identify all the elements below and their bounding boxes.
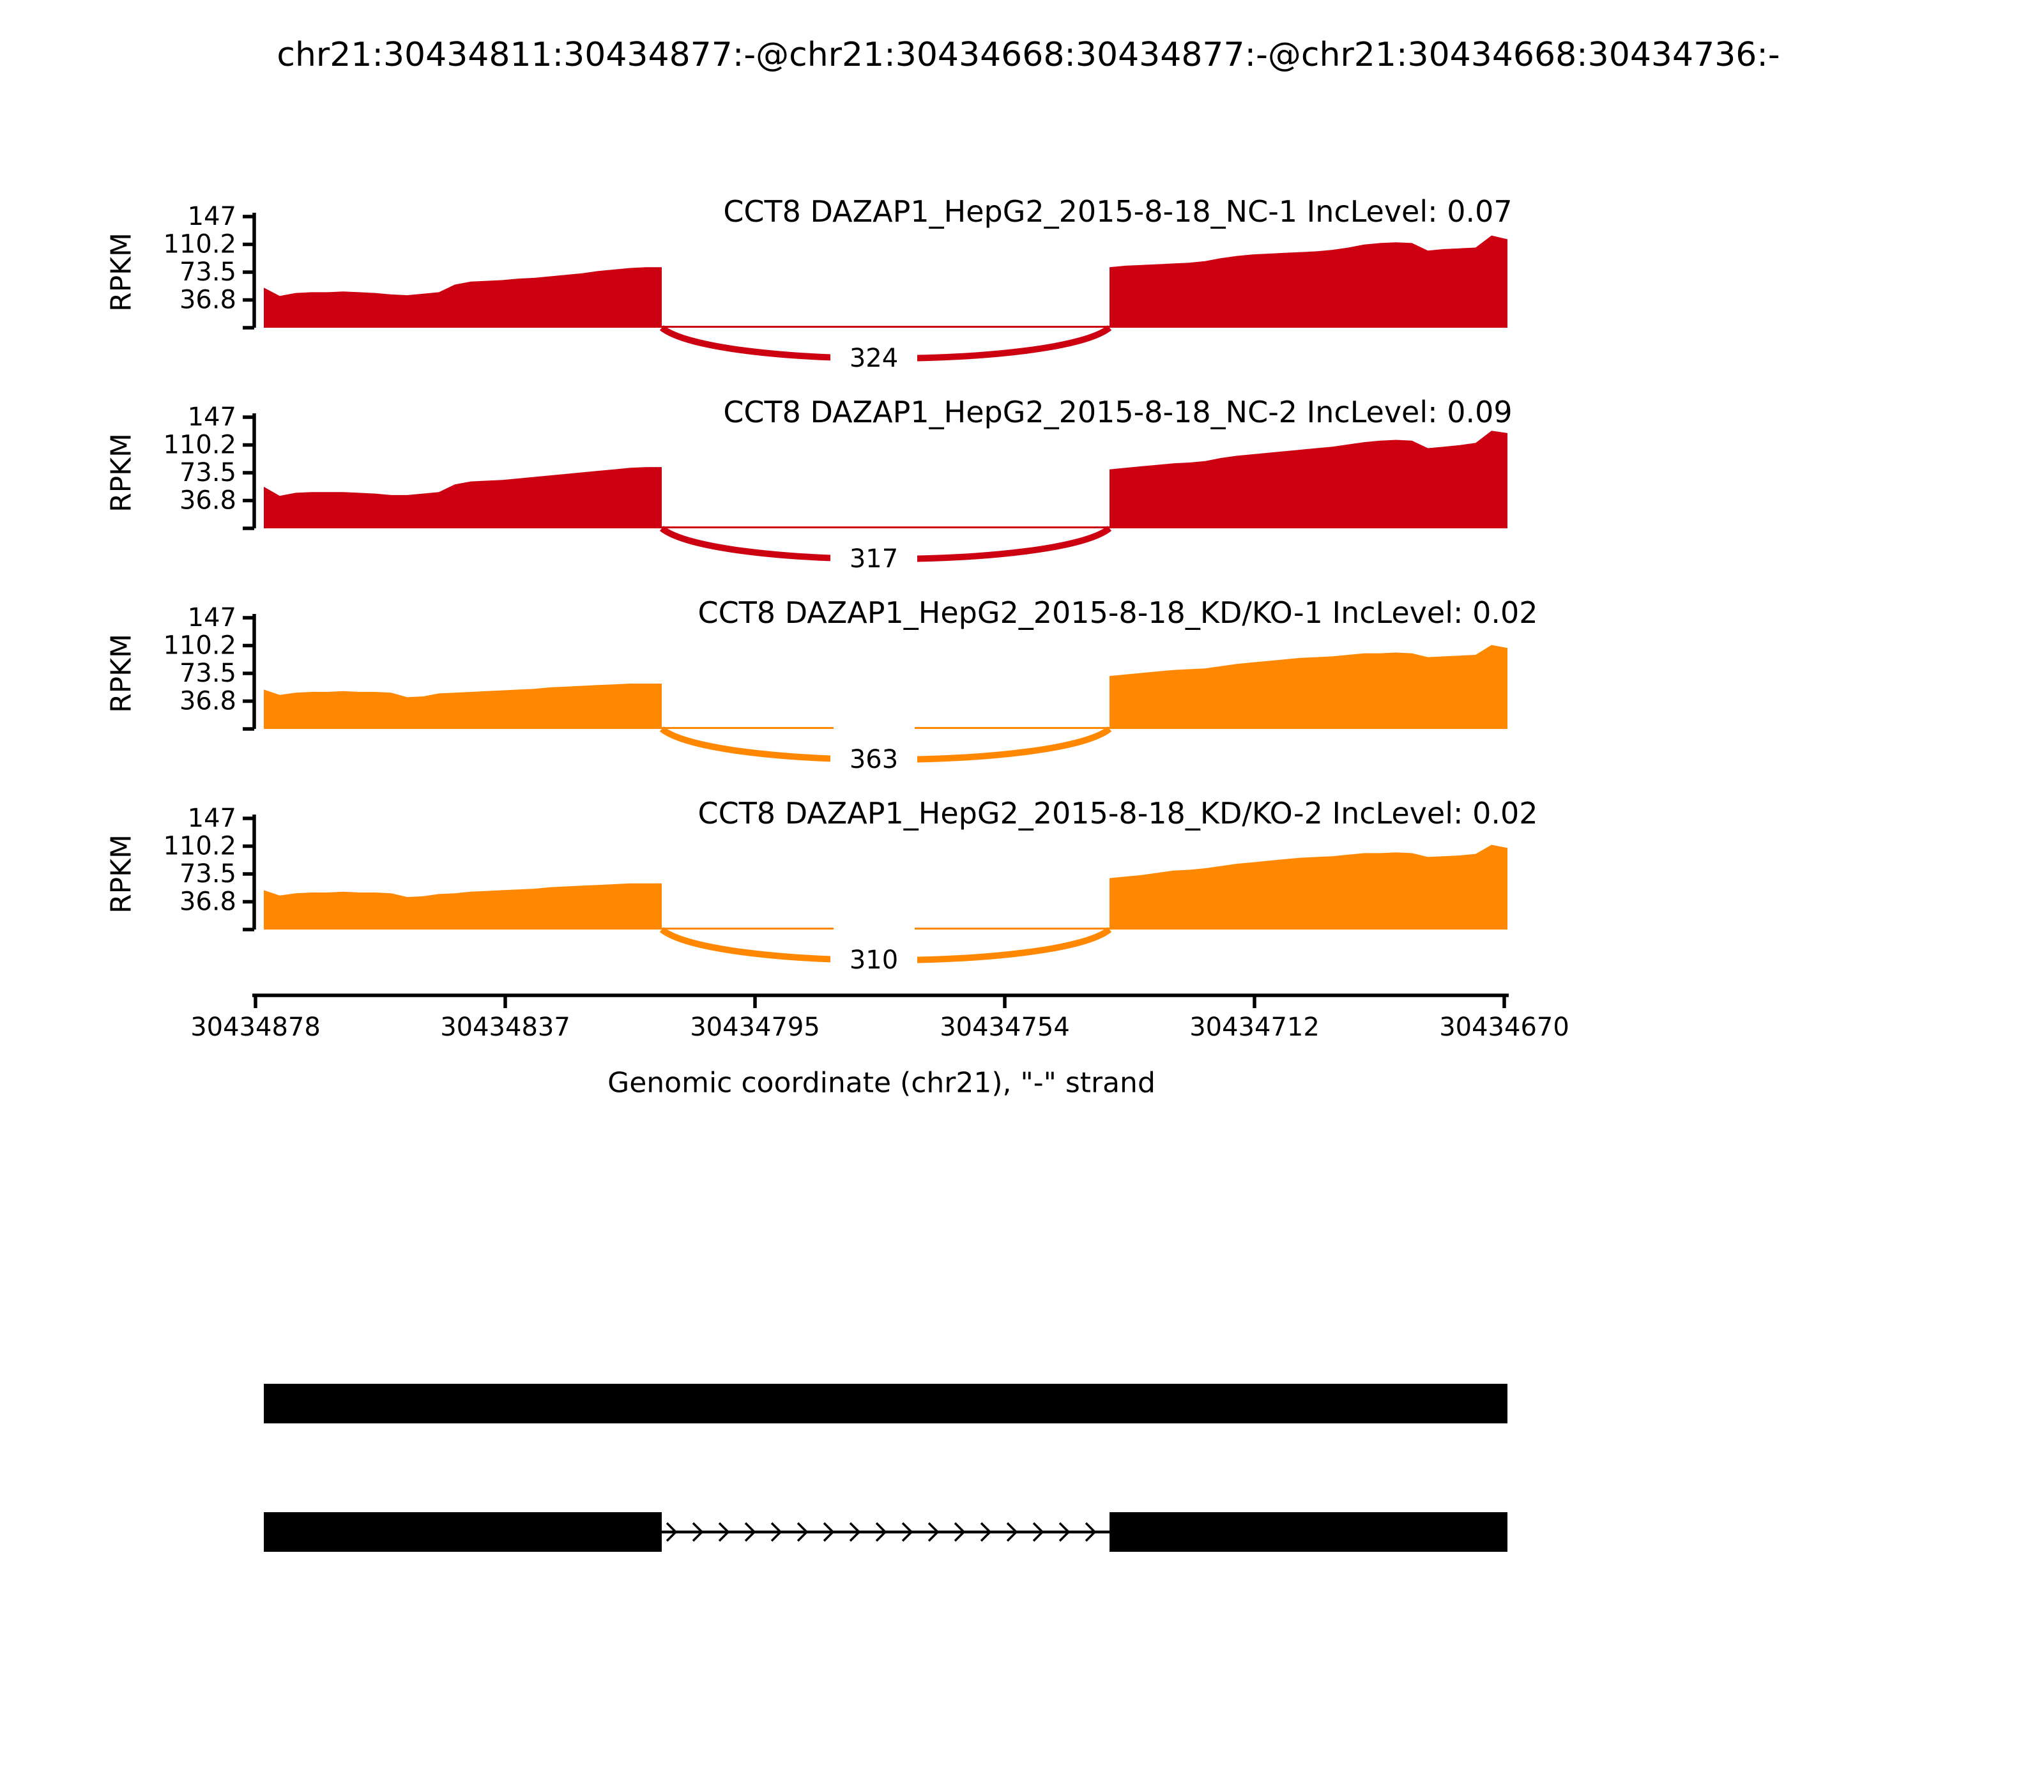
y-axis-spine	[243, 614, 254, 729]
sashimi-track-kdko-2	[105, 796, 1538, 975]
gene-model-skipping-exon-right	[1110, 1512, 1507, 1552]
gene-model-inclusion-exon	[264, 1384, 1507, 1423]
track-title: CCT8 DAZAP1_HepG2_2015-8-18_NC-1 IncLevel: 0.07	[723, 194, 1513, 229]
y-axis-spine	[243, 213, 254, 328]
x-axis-tick-label: 30434878	[190, 1013, 321, 1042]
sashimi-track-nc-2	[105, 395, 1513, 574]
y-axis-title: RPKM	[105, 634, 138, 713]
gene-model	[264, 1384, 1507, 1552]
coverage-area	[264, 845, 1507, 930]
track-title: CCT8 DAZAP1_HepG2_2015-8-18_NC-2 IncLevel: 0.09	[723, 395, 1513, 429]
y-axis-tick-label: 36.8	[179, 486, 236, 516]
x-axis-tick-label: 30434795	[690, 1013, 820, 1042]
y-axis-title: RPKM	[105, 834, 138, 914]
y-axis-tick-label: 110.2	[163, 430, 236, 460]
y-axis-title: RPKM	[105, 233, 138, 312]
y-axis-spine	[243, 413, 254, 528]
y-axis-tick-label: 110.2	[163, 631, 236, 661]
sashimi-track-kdko-1	[105, 595, 1538, 774]
y-axis-tick-label: 147	[187, 603, 236, 632]
x-axis-tick-label: 30434670	[1439, 1013, 1569, 1042]
x-axis-tick-label: 30434712	[1189, 1013, 1320, 1042]
y-axis-tick-label: 36.8	[179, 686, 236, 716]
x-axis-spine	[252, 995, 1509, 1008]
junction-count: 324	[849, 344, 899, 373]
coverage-area	[264, 431, 1507, 528]
y-axis-spine	[243, 815, 254, 930]
y-axis-title: RPKM	[105, 433, 138, 512]
coverage-area	[264, 236, 1507, 328]
x-axis-title: Genomic coordinate (chr21), "-" strand	[607, 1066, 1155, 1099]
junction-count: 310	[849, 946, 899, 975]
y-axis-tick-label: 73.5	[179, 257, 236, 287]
junction-count: 363	[849, 745, 899, 774]
gene-model-skipping-exon-left	[264, 1512, 662, 1552]
sashimi-track-nc-1	[105, 194, 1513, 373]
y-axis-tick-label: 73.5	[179, 458, 236, 487]
y-axis-tick-label: 147	[187, 804, 236, 833]
y-axis-tick-label: 36.8	[179, 887, 236, 917]
x-axis	[190, 995, 1569, 1099]
x-axis-tick-label: 30434837	[440, 1013, 570, 1042]
x-axis-tick-label: 30434754	[940, 1013, 1070, 1042]
junction-count: 317	[849, 544, 899, 574]
y-axis-tick-label: 147	[187, 402, 236, 432]
y-axis-tick-label: 73.5	[179, 859, 236, 889]
track-title: CCT8 DAZAP1_HepG2_2015-8-18_KD/KO-1 IncLevel: 0.02	[698, 595, 1538, 630]
y-axis-tick-label: 73.5	[179, 659, 236, 688]
y-axis-tick-label: 110.2	[163, 229, 236, 259]
plot-title: chr21:30434811:30434877:-@chr21:30434668:30434877:-@chr21:30434668:30434736:-	[277, 36, 1780, 74]
y-axis-tick-label: 147	[187, 202, 236, 231]
y-axis-tick-label: 110.2	[163, 831, 236, 861]
y-axis-tick-label: 36.8	[179, 285, 236, 315]
coverage-area	[264, 645, 1507, 729]
track-title: CCT8 DAZAP1_HepG2_2015-8-18_KD/KO-2 IncLevel: 0.02	[698, 796, 1538, 831]
